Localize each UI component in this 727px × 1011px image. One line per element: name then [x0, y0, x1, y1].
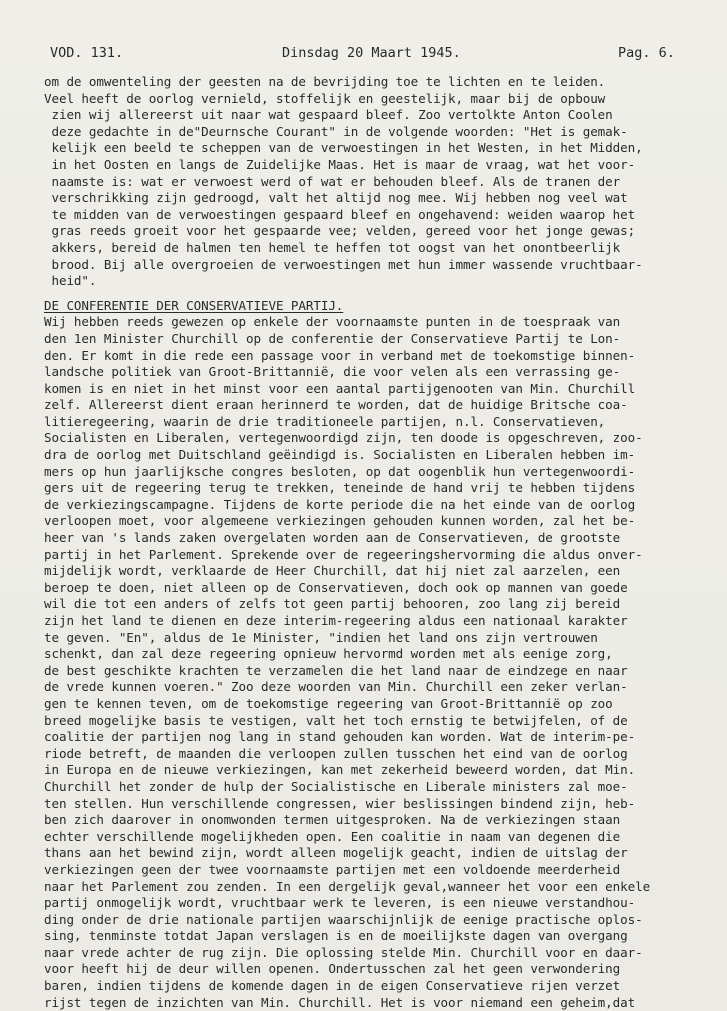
text-line: den. Er komt in die rede een passage voor in verband met de toekomstige binnen-: [44, 347, 636, 363]
text-line: breed mogelijke basis te vestigen, valt het toch ernstig te betwijfelen, of de: [44, 712, 628, 728]
text-line: Churchill het zonder de hulp der Socialistische en Liberale ministers zal moe-: [44, 778, 628, 794]
header-date: Dinsdag 20 Maart 1945.: [282, 45, 461, 61]
text-line: naar vrede achter de rug zijn. Die oplossing stelde Min. Churchill voor en daar-: [44, 944, 643, 960]
text-line: te geven. "En", aldus de 1e Minister, "indien het land ons zijn vertrouwen: [44, 629, 598, 645]
text-line: verkiezingen geen der twee voornaamste partijen met een voldoende meerderheid: [44, 861, 621, 877]
text-line: zien wij allereerst uit naar wat gespaard bleef. Zoo vertolkte Anton Coolen: [44, 107, 613, 123]
text-line: naamste is: wat er verwoest werd of wat er behouden bleef. Als de tranen der: [44, 173, 621, 189]
text-line: Wij hebben reeds gewezen op enkele der voornaamste punten in de toespraak van: [44, 314, 621, 330]
text-line: kelijk een beeld te scheppen van de verwoestingen in het Westen, in het Midden,: [44, 140, 643, 156]
text-line: mers op hun jaarlijksche congres besloten, op dat oogenblik hun vertegenwoordi-: [44, 463, 636, 479]
text-line: ding onder de drie nationale partijen waarschijnlijk de eenige practische oplos-: [44, 911, 643, 927]
text-line: litieregeering, waarin de drie traditioneele partijen, n.l. Conservatieven,: [44, 413, 606, 429]
text-line: akkers, bereid de halmen ten hemel te heffen tot oogst van het onontbeerlijk: [44, 239, 621, 255]
text-line: dra de oorlog met Duitschland geëindigd is. Socialisten en Liberalen hebben im-: [44, 447, 636, 463]
text-line: ten stellen. Hun verschillende congressen, wier beslissingen bindend zijn, heb-: [44, 795, 636, 811]
text-line: Veel heeft de oorlog vernield, stoffelijk en geestelijk, maar bij de opbouw: [44, 90, 606, 106]
text-line: gras reeds groeit voor het gespaarde vee; velden, gereed voor het jonge gewas;: [44, 223, 636, 239]
text-line: gers uit de regeering terug te trekken, teneinde de hand vrij te hebben tijdens: [44, 480, 636, 496]
text-line: verschrikking zijn gedroogd, valt het altijd nog mee. Wij hebben nog veel wat: [44, 190, 628, 206]
text-line: heer van 's lands zaken overgelaten worden aan de Conservatieven, de grootste: [44, 530, 621, 546]
text-line: verloopen moet, voor algemeene verkiezingen gehouden kunnen worden, zal het be-: [44, 513, 636, 529]
text-line: partij in het Parlement. Sprekende over de regeeringshervorming die aldus onver-: [44, 546, 643, 562]
text-line: deze gedachte in de"Deurnsche Courant" in de volgende woorden: "Het is gemak-: [44, 123, 628, 139]
text-line: gen te kennen teven, om de toekomstige regeering van Groot-Brittannië op zoo: [44, 695, 613, 711]
text-line: coalitie der partijen nog lang in stand gehouden kan worden. Wat de interim-pe-: [44, 729, 636, 745]
text-line: schenkt, dan zal deze regeering opnieuw hervormd worden met als eenige zorg,: [44, 646, 613, 662]
text-line: landsche politiek van Groot-Brittannië, die voor velen als een verrassing ge-: [44, 364, 621, 380]
text-line: Socialisten en Liberalen, vertegenwoordigd zijn, ten doode is opgeschreven, zoo-: [44, 430, 643, 446]
paragraph-conference: [44, 314, 650, 1011]
text-line: de vrede kunnen voeren." Zoo deze woorden van Min. Churchill een zeker verlan-: [44, 679, 628, 695]
text-line: naar het Parlement zou zenden. In een dergelijk geval,wanneer het voor een enkele: [44, 878, 651, 894]
text-line: riode betreft, de maanden die verloopen zullen tusschen het eind van de oorlog: [44, 745, 628, 761]
text-line: sing, tenminste totdat Japan verslagen is en de moeilijkste dagen van overgang: [44, 928, 628, 944]
text-line: zelf. Allereerst dient eraan herinnerd te worden, dat de huidige Britsche coa-: [44, 397, 628, 413]
text-line: heid".: [44, 273, 97, 289]
text-line: mijdelijk wordt, verklaarde de Heer Churchill, dat hij niet zal aarzelen, een: [44, 563, 621, 579]
text-line: zijn het land te dienen en deze interim-regeering aldus een nationaal karakter: [44, 613, 628, 628]
paragraph-coolen: [44, 74, 650, 290]
text-line: baren, indien tijdens de komende dagen in de eigen Conservatieve rijen verzet: [44, 978, 621, 994]
bulletin-number: VOD. 131.: [50, 45, 124, 61]
text-line: komen is en niet in het minst voor een aantal partijgenooten van Min. Churchill: [44, 380, 636, 396]
text-line: de best geschikte krachten te verzamelen die het land naar de eindzege en naar: [44, 662, 628, 678]
text-line: wil die tot een anders of zelfs tot geen partij behooren, zoo lang zij bereid: [44, 596, 621, 612]
text-line: te midden van de verwoestingen gespaard bleef en ongehavend: weiden waarop het: [44, 206, 636, 222]
text-line: de verkiezingscampagne. Tijdens de korte periode die na het einde van de oorlog: [44, 496, 636, 512]
text-line: partij onmogelijk wordt, vruchtbaar werk te leveren, is een nieuwe verstandhou-: [44, 895, 636, 911]
text-line: thans aan het bewind zijn, wordt alleen mogelijk geacht, indien de uitslag der: [44, 845, 628, 861]
text-line: ben zich daarover in onomwonden termen uitgesproken. Na de verkiezingen staan: [44, 812, 621, 828]
text-line: in Europa en de nieuwe verkiezingen, kan met zekerheid beweerd worden, dat Min.: [44, 762, 636, 778]
text-line: brood. Bij alle overgroeien de verwoestingen met hun immer wassende vruchtbaar-: [44, 256, 643, 272]
document-body: [44, 74, 650, 1011]
page-number: Pag. 6.: [618, 45, 675, 61]
text-line: rijst tegen de inzichten van Min. Churchill. Het is voor niemand een geheim,dat: [44, 994, 636, 1010]
text-line: beroep te doen, niet alleen op de Conservatieven, doch ook op mannen van goede: [44, 579, 628, 595]
text-line: den 1en Minister Churchill op de conferentie der Conservatieve Partij te Lon-: [44, 330, 621, 346]
text-line: om de omwenteling der geesten na de bevrijding toe te lichten en te leiden.: [44, 74, 606, 89]
text-line: in het Oosten en langs de Zuidelijke Maas. Het is maar de vraag, wat het voor-: [44, 156, 636, 172]
text-line: echter verschillende mogelijkheden open. Een coalitie in naam van degenen die: [44, 828, 621, 844]
section-heading: DE CONFERENTIE DER CONSERVATIEVE PARTIJ.: [44, 297, 344, 313]
text-line: voor heeft hij de deur willen openen. Ondertusschen zal het geen verwondering: [44, 961, 621, 977]
